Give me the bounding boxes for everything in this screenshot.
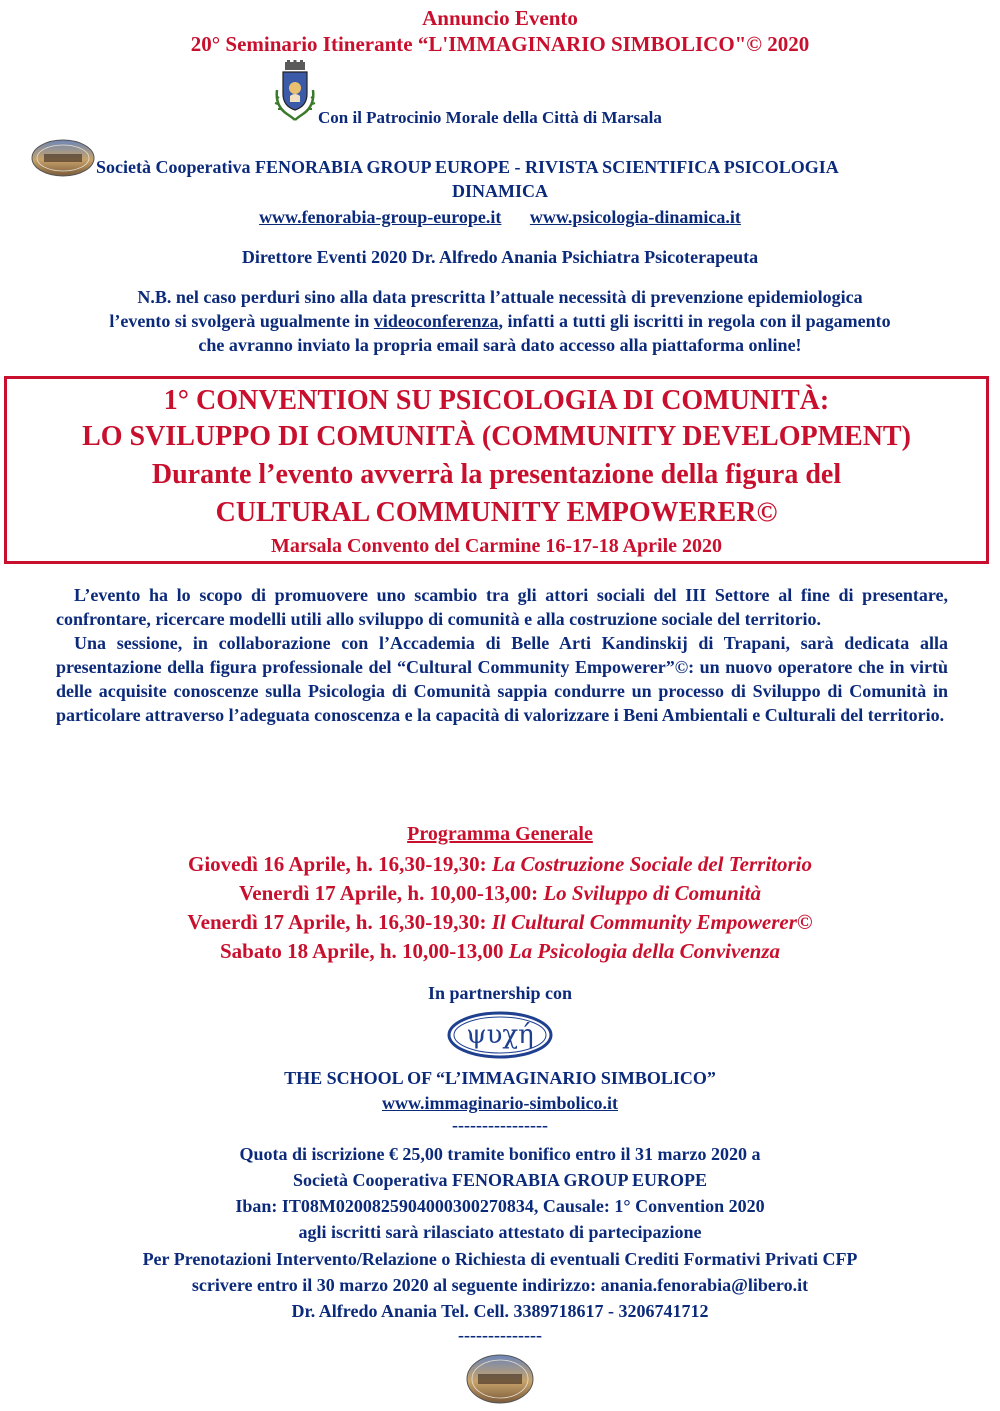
fee-recipient: Società Cooperativa FENORABIA GROUP EUROPE [293, 1170, 707, 1190]
empowerer-title: CULTURAL COMMUNITY EMPOWERER© [215, 497, 778, 528]
program-item [0, 881, 1000, 906]
fenorabia-bottom-logo-icon [464, 1352, 536, 1406]
nb-line-2-post: , infatti a tutti gli iscritti in regola con il pagamento [498, 311, 891, 331]
program-item [0, 939, 1000, 964]
program-item-topic: La Psicologia della Convivenza [508, 939, 780, 963]
contact-email-line: scrivere entro il 30 marzo 2020 al seguente indirizzo: anania.fenorabia@libero.it [191, 1275, 809, 1295]
event-description [56, 583, 948, 727]
cooperative-title: Società Cooperativa FENORABIA GROUP EUROPE - RIVISTA SCIENTIFICA PSICOLOGIA [96, 157, 839, 177]
booking-line: Per Prenotazioni Intervento/Relazione o Richiesta di eventuali Crediti Formativi Privati CFP [142, 1249, 858, 1269]
program-item-time: Giovedì 16 Aprile, h. 16,30-19,30: [187, 852, 492, 876]
school-website-row [0, 1093, 1000, 1114]
program-item-time: Venerdì 17 Aprile, h. 10,00-13,00: [239, 881, 544, 905]
announcement-label: Annuncio Evento [422, 6, 578, 30]
program-item-topic: La Costruzione Sociale del Territorio [491, 852, 812, 876]
program-item-topic: Il Cultural Community Empowerer© [491, 910, 813, 934]
certificate-line: agli iscritti sarà rilasciato attestato di partecipazione [298, 1222, 702, 1242]
nb-line-1: N.B. nel caso perduri sino alla data prescritta l’attuale necessità di prevenzione epidemiologica [137, 287, 863, 307]
program-title: Programma Generale [407, 823, 593, 845]
fee-line: Quota di iscrizione € 25,00 tramite bonifico entro il 31 marzo 2020 a [239, 1144, 761, 1164]
psicologia-dinamica-link[interactable]: www.psicologia-dinamica.it [529, 207, 741, 227]
program-item [0, 852, 1000, 877]
location-dates: Marsala Convento del Carmine 16-17-18 Aprile 2020 [270, 535, 723, 557]
psyche-logo-text: ψυχή [466, 1020, 534, 1050]
nb-notice [18, 285, 982, 357]
seminar-title: 20° Seminario Itinerante “L'IMMAGINARIO SIMBOLICO"© 2020 [190, 32, 810, 56]
nb-line-2-pre: l’evento si svolgerà ugualmente in [109, 311, 374, 331]
convention-box [4, 376, 989, 564]
description-paragraph-2: Una sessione, in collaborazione con l’Accademia di Belle Arti Kandinskij di Trapani, sarà dedicata alla presentazione della figura professionale del “Cultural Community Empowerer”©: un nuovo operatore che in virtù delle acquisite conoscenze sulla Psicologia di Comunità sappia condurre un processo di Sviluppo di Comunità in particolare attraverso l’adeguata conoscenza e la capacità di valorizzare i Beni Ambientali e Culturali del territorio. [56, 633, 948, 725]
cooperative-title-cont: DINAMICA [452, 181, 548, 201]
nb-line-3: che avranno inviato la propria email sarà dato accesso alla piattaforma online! [198, 335, 802, 355]
websites-row [0, 207, 1000, 228]
fenorabia-logo-icon [30, 138, 96, 178]
patronage-text: Con il Patrocinio Morale della Città di Marsala [318, 108, 662, 127]
marsala-crest-icon [273, 60, 317, 126]
convention-subtitle: LO SVILUPPO DI COMUNITÀ (COMMUNITY DEVELOPMENT) [82, 421, 911, 452]
contact-phone-line: Dr. Alfredo Anania Tel. Cell. 3389718617 - 3206741712 [291, 1301, 709, 1321]
separator: ---------------- [452, 1115, 548, 1135]
description-paragraph-1: L’evento ha lo scopo di promuovere uno scambio tra gli attori sociali del III Settore al fine di presentare, confrontare, ricercare modelli utili allo sviluppo di comunità e alla costruzione sociale del territorio. [56, 585, 948, 629]
school-website-link[interactable]: www.immaginario-simbolico.it [382, 1093, 618, 1113]
videoconference-text: videoconferenza [373, 311, 499, 331]
nb-line-2 [18, 309, 982, 333]
school-name: THE SCHOOL OF “L’IMMAGINARIO SIMBOLICO” [284, 1068, 716, 1088]
events-director: Direttore Eventi 2020 Dr. Alfredo Anania Psichiatra Psicoterapeuta [241, 247, 759, 267]
program-item-topic: Lo Sviluppo di Comunità [543, 881, 761, 905]
partnership-label: In partnership con [427, 983, 573, 1003]
separator: -------------- [458, 1325, 542, 1345]
program-item-time: Sabato 18 Aprile, h. 10,00-13,00 [219, 939, 509, 963]
presentation-note: Durante l’evento avverrà la presentazione della figura del [151, 459, 842, 490]
iban-line: Iban: IT08M0200825904000300270834, Causale: 1° Convention 2020 [235, 1196, 765, 1216]
psyche-logo-icon [446, 1010, 554, 1060]
convention-title: 1° CONVENTION SU PSICOLOGIA DI COMUNITÀ: [163, 385, 830, 416]
program-item-time: Venerdì 17 Aprile, h. 16,30-19,30: [187, 910, 492, 934]
fenorabia-website-link[interactable]: www.fenorabia-group-europe.it [259, 207, 502, 227]
program-item [0, 910, 1000, 935]
